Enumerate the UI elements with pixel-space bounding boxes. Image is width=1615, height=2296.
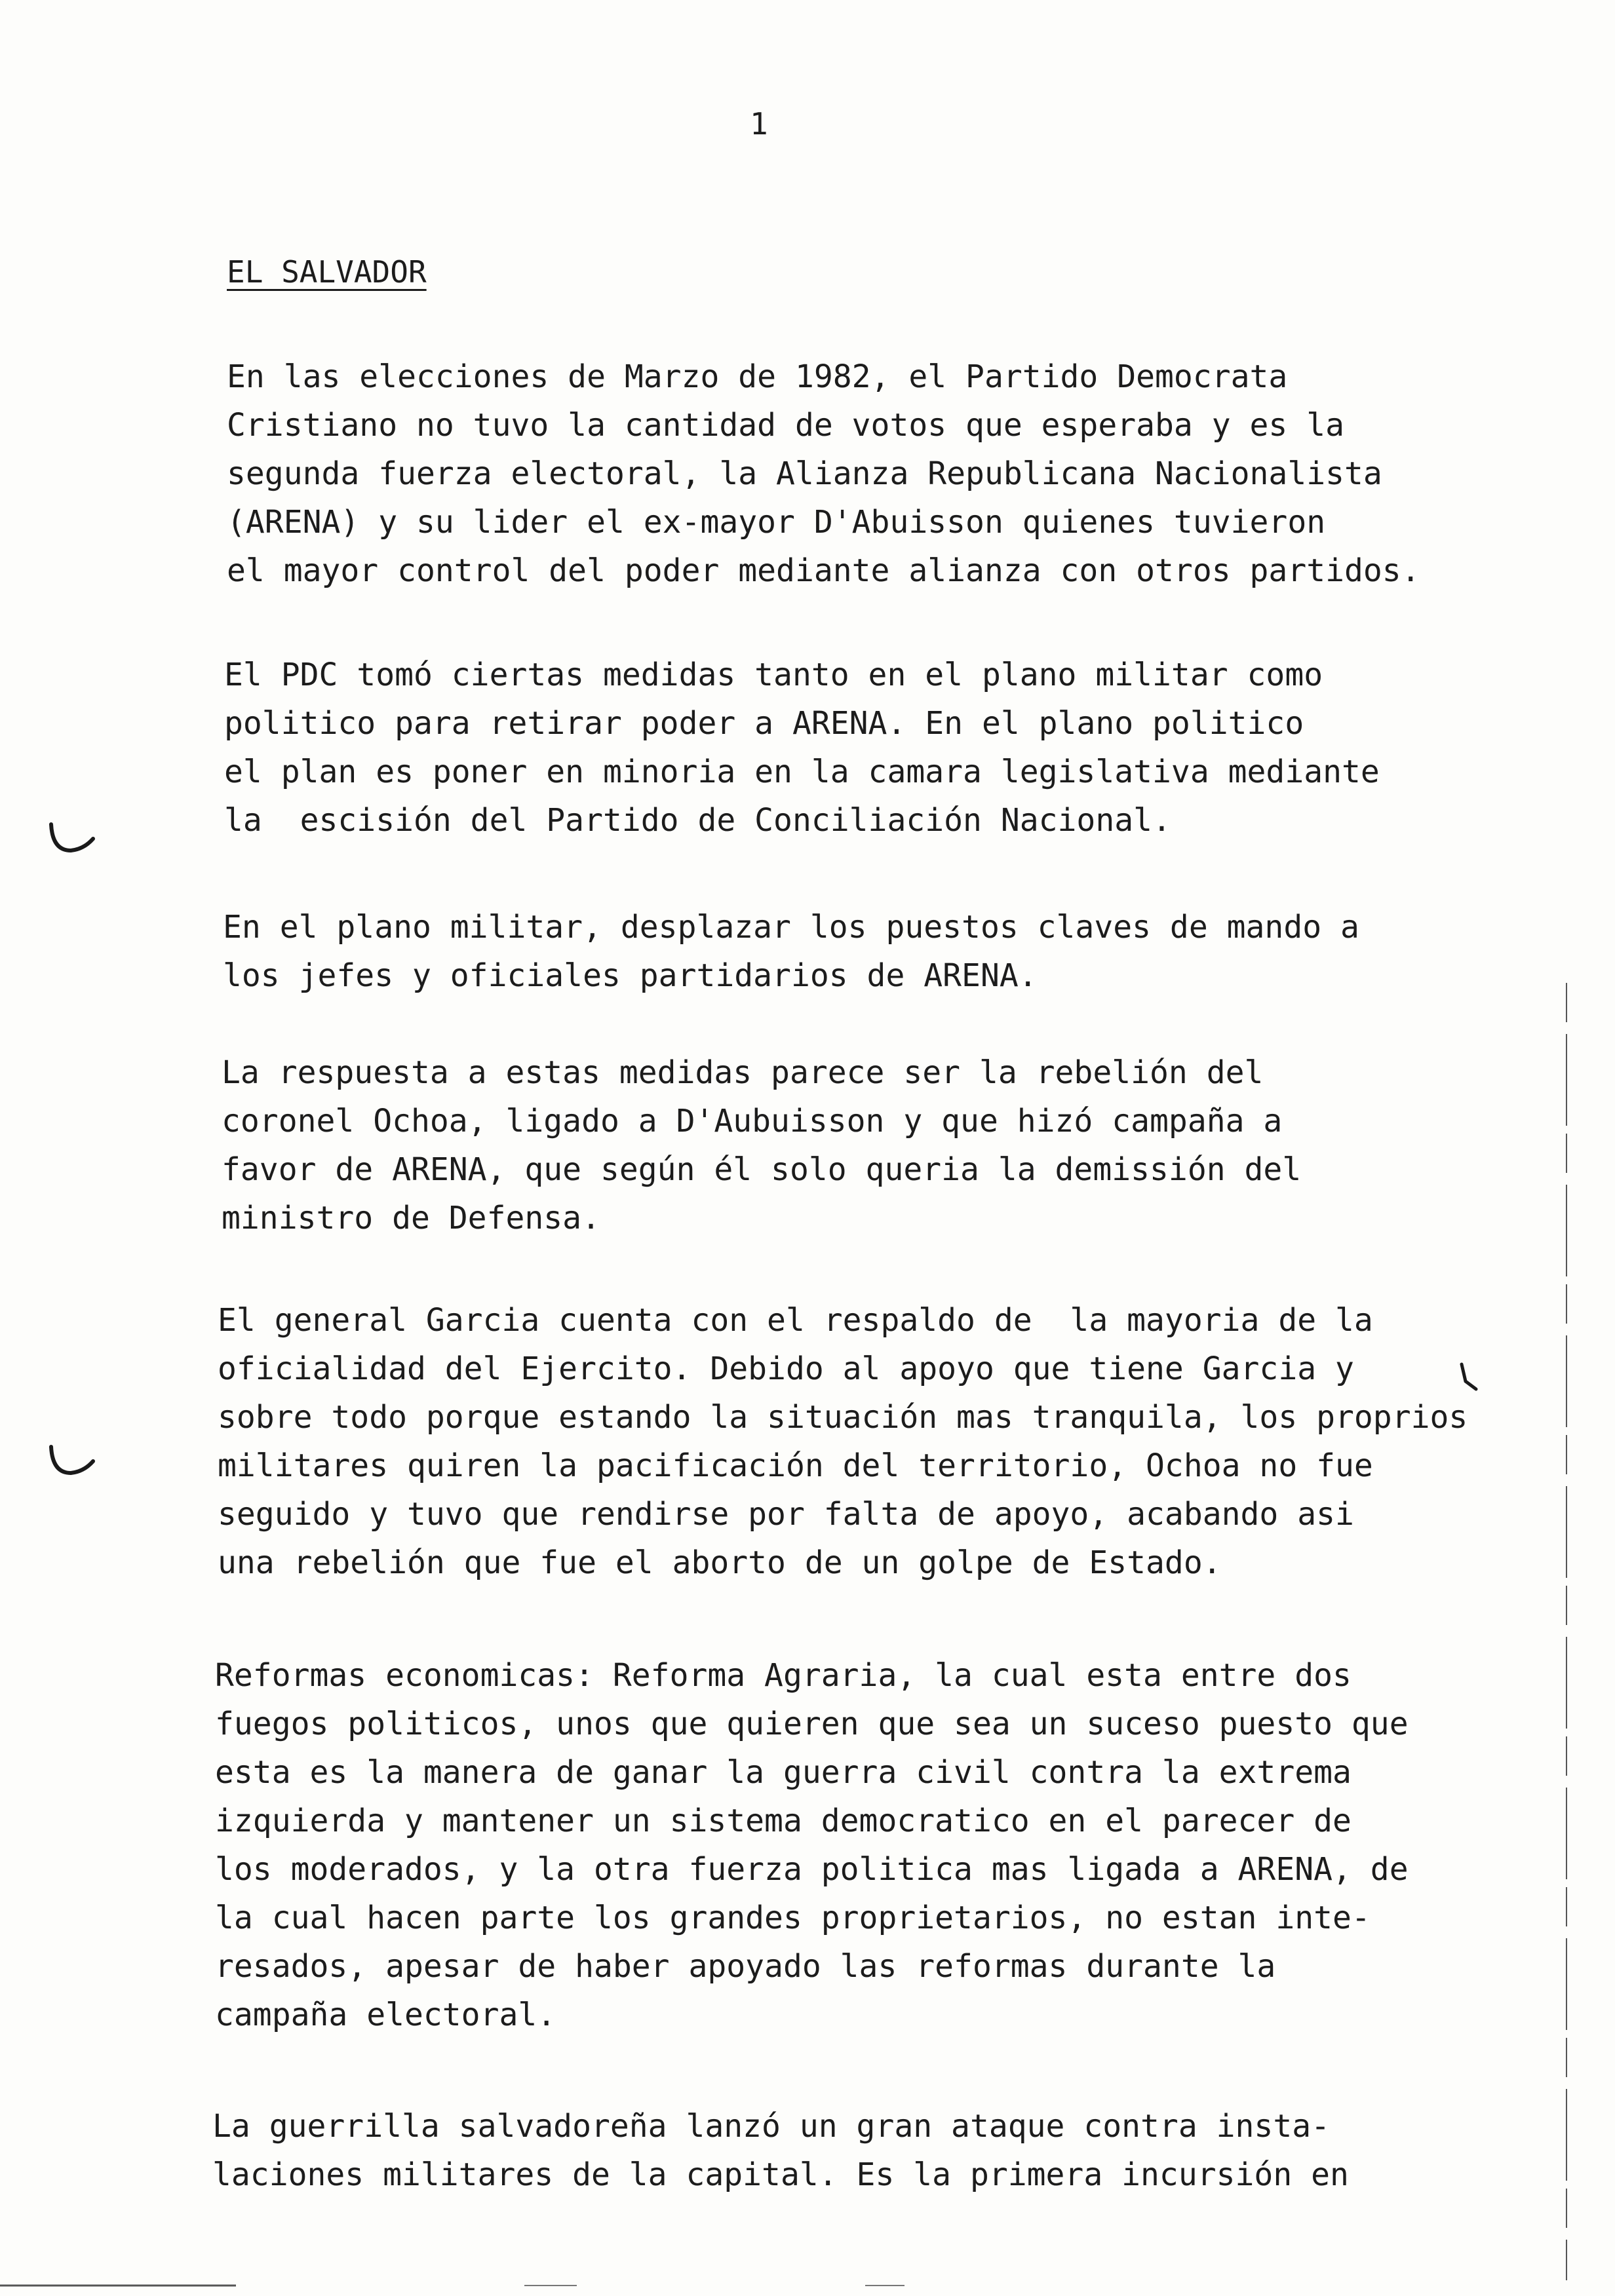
scan-edge-line — [1560, 983, 1573, 2280]
text-line: ministro de Defensa. — [222, 1200, 600, 1236]
text-line: resados, apesar de haber apoyado las reformas durante la — [215, 1948, 1276, 1985]
text-line: politico para retirar poder a ARENA. En el plano politico — [224, 705, 1304, 742]
paragraph-pdc-measures — [224, 651, 1380, 845]
margin-pen-mark-icon — [46, 1442, 98, 1481]
text-line: (ARENA) y su lider el ex-mayor D'Abuisson quienes tuvieron — [227, 504, 1326, 541]
text-line: fuegos politicos, unos que quieren que sea un suceso puesto que — [215, 1706, 1409, 1742]
paragraph-general-garcia — [218, 1296, 1468, 1587]
text-line: la escisión del Partido de Conciliación Nacional. — [224, 802, 1171, 839]
paragraph-ochoa-rebellion — [222, 1048, 1301, 1242]
text-line: La guerrilla salvadoreña lanzó un gran ataque contra insta- — [212, 2108, 1331, 2145]
paragraph-economic-reforms — [215, 1651, 1409, 2039]
paragraph-guerrilla-attack — [212, 2102, 1349, 2199]
text-line: laciones militares de la capital. Es la primera incursión en — [212, 2156, 1349, 2193]
scan-bottom-line — [0, 2279, 1615, 2292]
text-line: Cristiano no tuvo la cantidad de votos que esperaba y es la — [227, 407, 1345, 444]
text-line: seguido y tuvo que rendirse por falta de apoyo, acabando asi — [218, 1496, 1354, 1533]
text-line: oficialidad del Ejercito. Debido al apoyo que tiene Garcia y — [218, 1350, 1354, 1387]
text-line: la cual hacen parte los grandes proprietarios, no estan inte- — [215, 1900, 1371, 1936]
text-line: La respuesta a estas medidas parece ser la rebelión del — [222, 1054, 1264, 1091]
text-line: En el plano militar, desplazar los puestos claves de mando a — [223, 909, 1359, 946]
text-line: los moderados, y la otra fuerza politica mas ligada a ARENA, de — [215, 1851, 1409, 1888]
text-line: militares quiren la pacificación del territorio, Ochoa no fue — [218, 1447, 1373, 1484]
text-line: En las elecciones de Marzo de 1982, el Partido Democrata — [227, 358, 1288, 395]
text-line: izquierda y mantener un sistema democratico en el parecer de — [215, 1803, 1352, 1839]
text-line: El general Garcia cuenta con el respaldo de la mayoria de la — [218, 1302, 1373, 1339]
text-line: el mayor control del poder mediante alianza con otros partidos. — [227, 552, 1420, 589]
margin-tick-icon — [1456, 1362, 1483, 1394]
paragraph-military-plan — [223, 903, 1359, 1000]
text-line: una rebelión que fue el aborto de un golpe de Estado. — [218, 1544, 1222, 1581]
text-line: coronel Ochoa, ligado a D'Aubuisson y que hizó campaña a — [222, 1103, 1283, 1139]
text-line: el plan es poner en minoria en la camara legislativa mediante — [224, 754, 1380, 790]
text-line: los jefes y oficiales partidarios de ARENA. — [223, 957, 1038, 994]
text-line: segunda fuerza electoral, la Alianza Republicana Nacionalista — [227, 455, 1382, 492]
text-line: campaña electoral. — [215, 1997, 556, 2033]
text-line: esta es la manera de ganar la guerra civil contra la extrema — [215, 1754, 1352, 1791]
text-line: favor de ARENA, que según él solo queria la demissión del — [222, 1151, 1302, 1188]
text-line: Reformas economicas: Reforma Agraria, la cual esta entre dos — [215, 1657, 1352, 1694]
paragraph-elections — [227, 353, 1420, 595]
document-heading: EL SALVADOR — [227, 254, 427, 290]
page-number: 1 — [750, 106, 768, 142]
text-line: El PDC tomó ciertas medidas tanto en el plano militar como — [224, 657, 1323, 693]
text-line: sobre todo porque estando la situación mas tranquila, los proprios — [218, 1399, 1468, 1436]
margin-pen-mark-icon — [46, 819, 98, 858]
